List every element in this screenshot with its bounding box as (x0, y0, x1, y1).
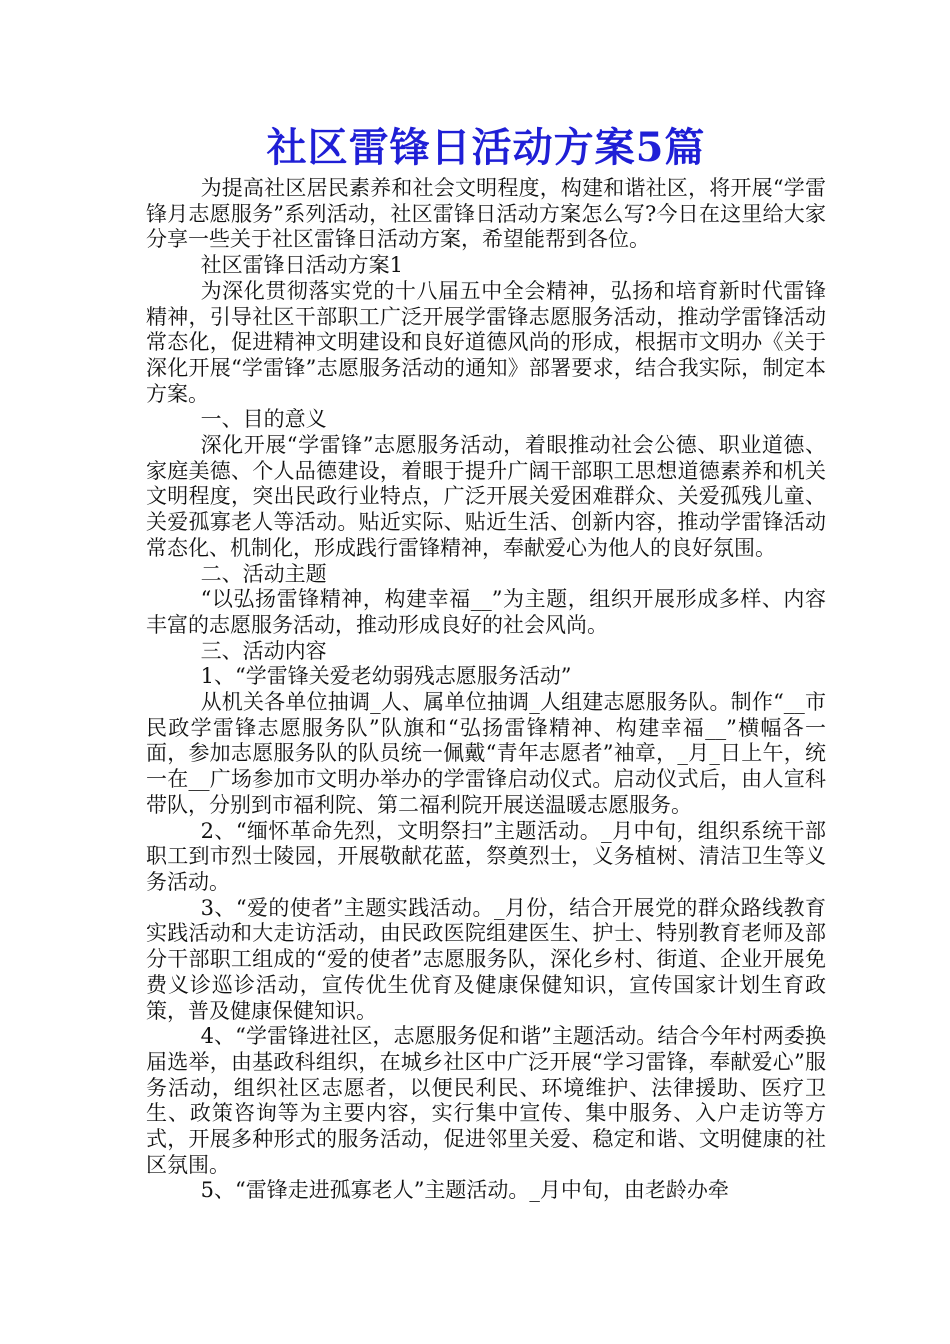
section-heading: 三、活动内容 (200, 638, 327, 663)
list-item: 3、“爱的使者”主题实践活动。_月份，结合开展党的群众路线教育实践活动和大走访活动，由民政医院组建医生、护士、特别教育老师及部分干部职工组成的“爱的使者”志愿服务队，深化乡村、街道、企业开展免费义诊巡诊活动，宣传优生优育及健康保健知识，宣传国家计划生育政策，普及健康保健知识。 (146, 895, 826, 1023)
intro-paragraph: 为提高社区居民素养和社会文明程度，构建和谐社区，将开展“学雷锋月志愿服务”系列活动，社区雷锋日活动方案怎么写?今日在这里给大家分享一些关于社区雷锋日活动方案，希望能帮到各位。 (146, 176, 826, 252)
body-paragraph: 为深化贯彻落实党的十八届五中全会精神，弘扬和培育新时代雷锋精神，引导社区干部职工广泛开展学雷锋志愿服务活动，推动学雷锋活动常态化，促进精神文明建设和良好道德风尚的形成，根据市文明办《关于深化开展“学雷锋”志愿服务活动的通知》部署要求，结合我实际，制定本方案。 (146, 278, 826, 406)
section-heading: 二、活动主题 (200, 561, 327, 586)
item-heading: 1、“学雷锋关爱老幼弱残志愿服务活动” (200, 664, 572, 689)
list-item: 5、“雷锋走进孤寡老人”主题活动。_月中旬，由老龄办牵 (200, 1178, 729, 1203)
list-item: 4、“学雷锋进社区，志愿服务促和谐”主题活动。结合今年村两委换届选举，由基政科组织，在城乡社区中广泛开展“学习雷锋，奉献爱心”服务活动，组织社区志愿者，以便民利民、环境维护、法律援助、医疗卫生、政策咨询等为主要内容，实行集中宣传、集中服务、入户走访等方式，开展多种形式的服务活动，促进邻里关爱、稳定和谐、文明健康的社区氛围。 (146, 1024, 826, 1177)
document-title: 社区雷锋日活动方案5篇 (266, 124, 706, 171)
section-heading: 一、目的意义 (200, 407, 327, 432)
document-body (146, 176, 826, 1204)
body-paragraph: 深化开展“学雷锋”志愿服务活动，着眼推动社会公德、职业道德、家庭美德、个人品德建设，着眼于提升广阔干部职工思想道德素养和机关文明程度，突出民政行业特点，广泛开展关爱困难群众、关爱孤残儿童、关爱孤寡老人等活动。贴近实际、贴近生活、创新内容，推动学雷锋活动常态化、机制化，形成践行雷锋精神，奉献爱心为他人的良好氛围。 (146, 433, 826, 560)
body-paragraph: 从机关各单位抽调_人、属单位抽调_人组建志愿服务队。制作“__市民政学雷锋志愿服务队”队旗和“弘扬雷锋精神、构建幸福__”横幅各一面，参加志愿服务队的队员统一佩戴“青年志愿者”袖章，_月_日上午，统一在__广场参加市文明办举办的学雷锋启动仪式。启动仪式后，由人宣科带队，分别到市福利院、第二福利院开展送温暖志愿服务。 (146, 690, 826, 817)
list-item: 2、“缅怀革命先烈，文明祭扫”主题活动。_月中旬，组织系统干部职工到市烈士陵园，开展敬献花蓝，祭奠烈士，义务植树、清洁卫生等义务活动。 (146, 818, 826, 894)
document-page (146, 120, 826, 1204)
plan-heading: 社区雷锋日活动方案1 (200, 253, 403, 278)
body-paragraph: “以弘扬雷锋精神，构建幸福__”为主题，组织开展形成多样、内容丰富的志愿服务活动，推动形成良好的社会风尚。 (146, 587, 826, 637)
